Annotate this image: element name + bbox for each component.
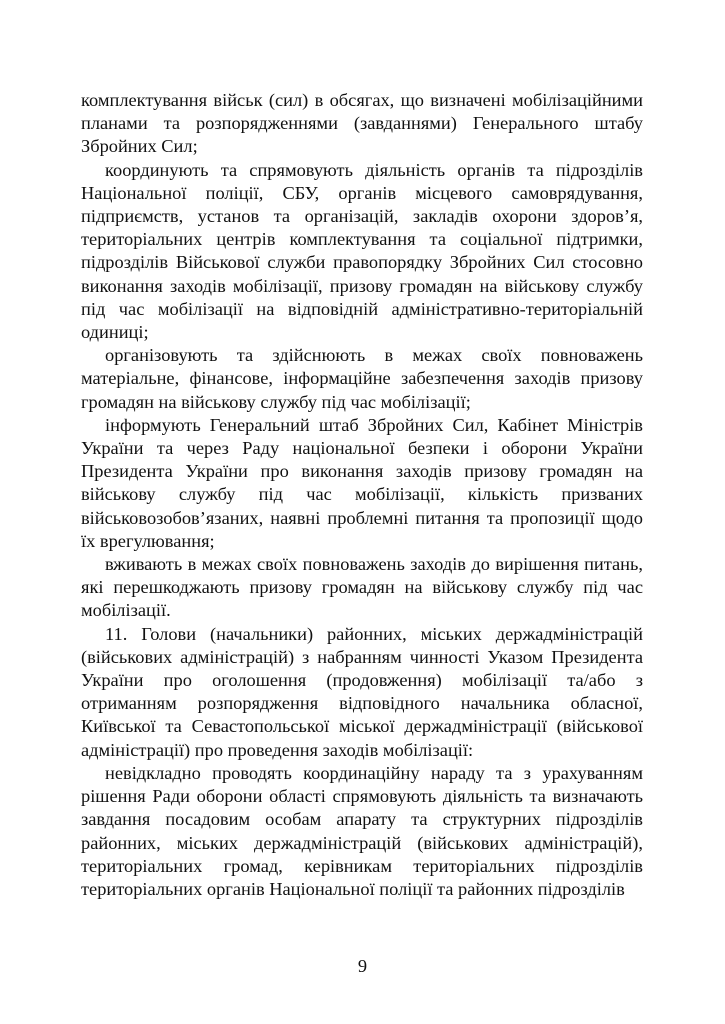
paragraph-item-11: 11. Голови (начальники) районних, міських держадміністрацій (військових адміністрацій) з набранням чинності Указом Президента України про оголошення (продовження) мобілізації та/або з отриманням розпорядження відповідного начальника обласної, Київської та Севастопольської міської держадміністрації (військової адміністрації) про проведення заходів мобілізації: <box>81 623 643 760</box>
paragraph-meeting: невідкладно проводять координаційну нараду та з урахуванням рішення Ради оборони області спрямовують діяльність та визначають завдання посадовим особам апарату та структурних підрозділів районних, міських держадміністрацій (військових адміністрацій), територіальних громад, керівникам територіальних підрозділів територіальних органів Національної поліції та районних підрозділів <box>81 762 643 899</box>
paragraph-continuation: комплектування військ (сил) в обсягах, що визначені мобілізаційними планами та розпорядженнями (завданнями) Генерального штабу Збройних Сил; <box>81 90 643 157</box>
paragraph-inform: інформують Генеральний штаб Збройних Сил, Кабінет Міністрів України та через Раду національної безпеки і оборони України Президента України про виконання заходів призову громадян на військову службу під час мобілізації, кількість призваних військовозобов’язаних, наявні проблемні питання та пропозиції щодо їх врегулювання; <box>81 414 643 551</box>
document-body <box>81 89 643 901</box>
page-number: 9 <box>357 956 368 976</box>
paragraph-organize: організовують та здійснюють в межах своїх повноважень матеріальне, фінансове, інформаційне забезпечення заходів призову громадян на військову службу під час мобілізації; <box>81 345 643 412</box>
paragraph-coordinate: координують та спрямовують діяльність органів та підрозділів Національної поліції, СБУ, органів місцевого самоврядування, підприємств, установ та організацій, закладів охорони здоров’я, територіальних центрів комплектування та соціальної підтримки, підрозділів Військової служби правопорядку Збройних Сил стосовно виконання заходів мобілізації, призову громадян на військову службу під час мобілізації на відповідній адміністративно-територіальній одиниці; <box>81 159 643 343</box>
paragraph-measures: вживають в межах своїх повноважень заходів до вирішення питань, які перешкоджають призову громадян на військову службу під час мобілізації. <box>81 554 643 621</box>
